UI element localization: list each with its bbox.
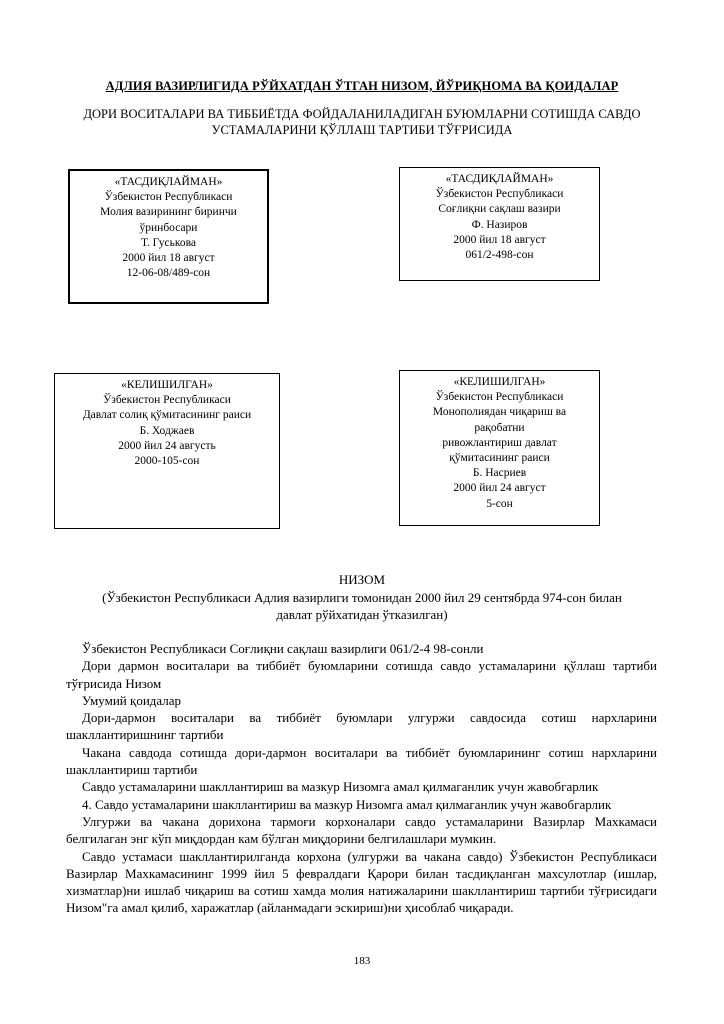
section-heading: Умумий қоидалар (82, 692, 182, 708)
subtitle-line: ДОРИ ВОСИТАЛАРИ ВА ТИББИЁТДА ФОЙДАЛАНИЛАДИГАН БУЮМЛАРНИ СОТИШДА САВДО (83, 107, 641, 121)
approval-number: 12-06-08/489-сон (126, 267, 211, 280)
agreement-stamp: «КЕЛИШИЛГАН» (453, 376, 546, 388)
approval-number: 061/2-498-сон (465, 249, 534, 262)
agreement-line: Ўзбекистон Республикаси (435, 391, 564, 404)
agreement-line: Давлат солиқ қўмитасининг раиси (82, 409, 252, 422)
body-paragraph: Улгуржи ва чакана дорихона тармоғи корхоналари савдо устамаларини Вазирлар Махкамаси белгилаган энг кўп миқдордан кам бўлган миқдорини белгилашлари мумкин. (66, 813, 657, 847)
body-paragraph: Савдо устамаси шакллантирилганда корхона (улгуржи ва чакана савдо) Ўзбекистон Республикаси Вазирлар Махкамасининг 1999 йил 5 февралдаги Қарори билан тасдиқланган махсулотлар (ишлар, хизматлар)ни ишлаб чиқариш ва сотиш хамда молия натижаларини шакллантириш тартиби тўғрисидаги Низом"га амал қилиб, харажатлар (айланмадаги эскириш)ни ҳисоблаб чиқаради. (66, 848, 657, 916)
nizom-title: НИЗОМ (338, 572, 386, 587)
page-number: 183 (353, 955, 371, 967)
approval-signatory: Т. Гуськова (140, 236, 197, 249)
agreement-box-antimonopoly (399, 370, 600, 526)
agreement-signatory: Б. Насриев (472, 467, 527, 480)
agreement-box-tax (54, 373, 280, 529)
document-body (66, 640, 657, 917)
body-paragraph: Чакана савдода сотишда дори-дармон воситалари ва тиббиёт буюмларининг сотиш нархларини шакллантириш тартиби (66, 744, 657, 778)
agreement-date: 2000 йил 24 август (453, 482, 546, 495)
approval-date: 2000 йил 18 август (453, 233, 546, 246)
document-subtitle (60, 106, 664, 138)
agreement-number: 5-сон (486, 497, 513, 510)
registration-line: (Ўзбекистон Республикаси Адлия вазирлиги томонидан 2000 йил 29 сентябрда 974-сон билан (102, 590, 622, 605)
approval-line: Соғлиқни сақлаш вазири (438, 203, 561, 216)
approval-stamp: «ТАСДИҚЛАЙМАН» (445, 173, 554, 185)
body-paragraph: 4. Савдо устамаларини шакллантириш ва мазкур Низомга амал қилмаганлик учун жавобгарлик (82, 796, 612, 812)
body-paragraph: Дори-дармон воситалари ва тиббиёт буюмлари улгуржи савдосида сотиш нархларини шакллантиришнинг тартиби (66, 710, 657, 743)
agreement-line: Монополиядан чиқариш ва (432, 406, 567, 419)
agreement-date: 2000 йил 24 августь (118, 439, 216, 452)
approval-signatory: Ф. Назиров (471, 218, 528, 231)
registration-line: давлат рўйхатидан ўтказилган) (276, 607, 448, 622)
approval-box-finance (68, 169, 269, 304)
approval-stamp: «ТАСДИҚЛАЙМАН» (114, 176, 223, 188)
subtitle-line: УСТАМАЛАРИНИ ҚЎЛЛАШ ТАРТИБИ ТЎҒРИСИДА (211, 123, 513, 137)
body-paragraph: Ўзбекистон Республикаси Соғлиқни сақлаш вазирлиги 061/2-4 98-сонли (82, 641, 484, 656)
approval-date: 2000 йил 18 август (122, 252, 215, 265)
approval-line: ўринбосари (139, 221, 198, 234)
approval-line: Ўзбекистон Республикаси (435, 188, 564, 201)
agreement-line: қўмитасининг раиси (449, 452, 550, 465)
approval-line: Молия вазирининг биринчи (100, 206, 237, 219)
approval-box-health (399, 167, 600, 281)
agreement-line: ривожлантириш давлат (442, 436, 557, 449)
agreement-signatory: Б. Ходжаев (139, 424, 195, 437)
agreement-line: Ўзбекистон Республикаси (103, 394, 231, 407)
body-paragraph: Дори дармон воситалари ва тиббиёт буюмларини сотишда савдо устамаларини қўллаш тартиби тўғрисида Низом (66, 658, 657, 691)
agreement-stamp: «КЕЛИШИЛГАН» (121, 379, 213, 391)
document-header: АДЛИЯ ВАЗИРЛИГИДА РЎЙХАТДАН ЎТГАН НИЗОМ, ЙЎРИҚНОМА ВА ҚОИДАЛАР (105, 79, 619, 93)
nizom-registration-note (60, 589, 664, 623)
agreement-number: 2000-105-сон (134, 455, 200, 468)
body-paragraph: Савдо устамаларини шакллантириш ва мазкур Низомга амал қилмаганлик учун жавобгарлик (82, 779, 599, 795)
agreement-line: рақобатни (474, 421, 525, 434)
approval-line: Ўзбекистон Республикаси (104, 191, 233, 204)
